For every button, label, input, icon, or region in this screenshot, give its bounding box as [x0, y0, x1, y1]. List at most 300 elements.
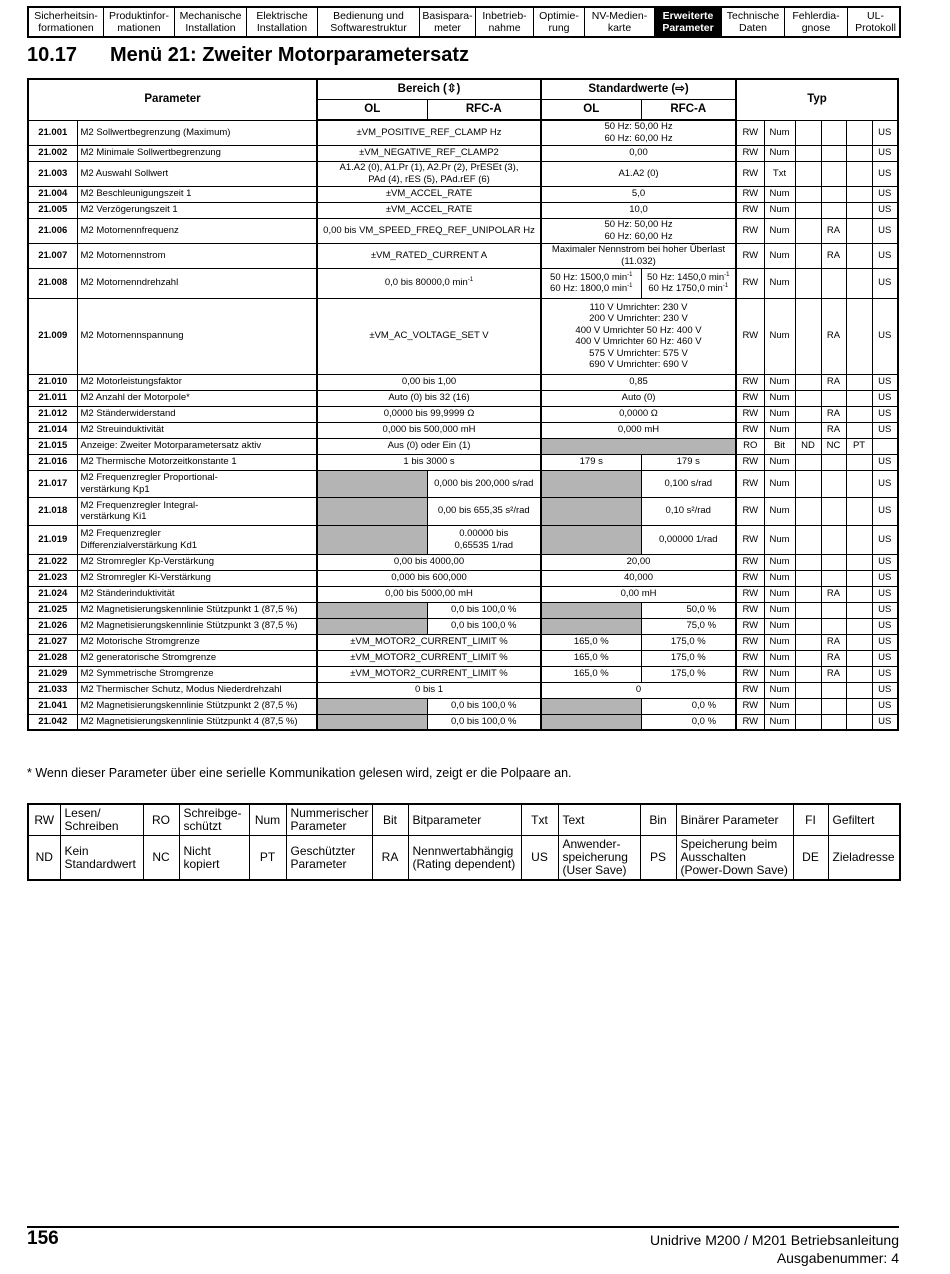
parameter-name: M2 Anzahl der Motorpole* — [77, 390, 317, 406]
type-flag — [846, 618, 872, 634]
range-ol-unavailable — [317, 525, 427, 554]
range-cell: 0,00 bis VM_SPEED_FREQ_REF_UNIPOLAR Hz — [317, 218, 541, 243]
default-cell: 40,000 — [541, 570, 736, 586]
parameter-id: 21.001 — [28, 120, 77, 145]
type-flag — [821, 120, 846, 145]
nav-tab[interactable]: Elektrische Installation — [247, 8, 318, 36]
type-flag — [795, 243, 821, 268]
default-cell: 50 Hz: 50,00 Hz 60 Hz: 60,00 Hz — [541, 218, 736, 243]
type-flag: RW — [736, 497, 764, 525]
default-rfca: 0,0 % — [641, 698, 736, 714]
legend-row — [28, 804, 900, 836]
legend-description: Anwender- speicherung (User Save) — [558, 836, 640, 881]
table-row — [28, 390, 898, 406]
type-flag: Num — [764, 554, 795, 570]
type-flag — [795, 634, 821, 650]
default-ol-text: 60 Hz: 1800,0 min — [550, 283, 628, 294]
type-flag: RA — [821, 243, 846, 268]
header-defaults: Standardwerte (⇨) — [541, 79, 736, 100]
nav-tab[interactable]: Sicherheitsin- formationen — [29, 8, 104, 36]
default-cell: 0,000 mH — [541, 422, 736, 438]
type-flag: US — [872, 186, 898, 202]
header-default-rfca: RFC-A — [641, 100, 736, 121]
type-flag — [795, 390, 821, 406]
type-flag: US — [872, 422, 898, 438]
type-flag — [846, 161, 872, 186]
header-range-ol: OL — [317, 100, 427, 121]
type-flag — [795, 218, 821, 243]
table-row — [28, 618, 898, 634]
type-flag — [821, 268, 846, 298]
range-rfca: 0,00 bis 655,35 s²/rad — [427, 497, 541, 525]
parameter-id: 21.009 — [28, 298, 77, 374]
range-cell-text: 0,0 bis 80000,0 min — [384, 277, 468, 289]
legend-code: ND — [28, 836, 60, 881]
legend-code: RA — [372, 836, 408, 881]
type-flag — [821, 570, 846, 586]
type-flag — [795, 682, 821, 698]
parameter-name: M2 Motornennspannung — [77, 298, 317, 374]
legend-description: Nummerischer Parameter — [286, 804, 372, 836]
default-ol: 165,0 % — [541, 650, 641, 666]
range-cell: 0,00 bis 1,00 — [317, 374, 541, 390]
type-flag: US — [872, 650, 898, 666]
type-flag — [846, 390, 872, 406]
type-flag — [795, 202, 821, 218]
type-flag — [846, 243, 872, 268]
parameter-id: 21.019 — [28, 525, 77, 554]
type-flag — [821, 554, 846, 570]
type-flag — [846, 570, 872, 586]
parameter-name: M2 Magnetisierungskennlinie Stützpunkt 1 (87,5 %) — [77, 602, 317, 618]
type-flag — [846, 682, 872, 698]
range-cell: Auto (0) bis 32 (16) — [317, 390, 541, 406]
type-flag: Num — [764, 650, 795, 666]
type-flag: RA — [821, 298, 846, 374]
parameter-name: M2 Ständerwiderstand — [77, 406, 317, 422]
table-row — [28, 682, 898, 698]
parameter-id: 21.022 — [28, 554, 77, 570]
nav-tab[interactable]: UL- Protokoll — [855, 10, 896, 34]
type-flag: Num — [764, 422, 795, 438]
type-flag: Num — [764, 666, 795, 682]
type-flag — [846, 406, 872, 422]
type-flag: RW — [736, 666, 764, 682]
default-ol: 179 s — [541, 454, 641, 470]
default-cell: 0 — [541, 682, 736, 698]
parameter-name: M2 Stromregler Kp-Verstärkung — [77, 554, 317, 570]
legend-code: US — [521, 836, 558, 881]
default-ol-unavailable — [541, 470, 641, 497]
nav-tab[interactable]: Produktinfor- mationen — [104, 8, 175, 36]
table-row — [28, 666, 898, 682]
range-cell: ±VM_RATED_CURRENT A — [317, 243, 541, 268]
section-number: 10.17 — [27, 44, 78, 66]
type-flag: US — [872, 682, 898, 698]
table-row — [28, 120, 898, 145]
type-flag: US — [872, 454, 898, 470]
range-cell: 0,0000 bis 99,9999 Ω — [317, 406, 541, 422]
default-ol-unavailable — [541, 525, 641, 554]
type-flag — [821, 618, 846, 634]
parameter-name: M2 Thermische Motorzeitkonstante 1 — [77, 454, 317, 470]
type-flag: ND — [795, 438, 821, 454]
default-ol-unavailable — [541, 714, 641, 730]
nav-tab[interactable]: Technische Daten — [722, 8, 785, 36]
range-cell: ±VM_MOTOR2_CURRENT_LIMIT % — [317, 666, 541, 682]
parameter-name: M2 Sollwertbegrenzung (Maximum) — [77, 120, 317, 145]
parameter-id: 21.041 — [28, 698, 77, 714]
range-rfca: 0,000 bis 200,000 s/rad — [427, 470, 541, 497]
parameter-name: M2 Motornennstrom — [77, 243, 317, 268]
default-rfca-text: 60 Hz 1750,0 min — [648, 283, 723, 294]
parameter-table — [27, 78, 899, 731]
nav-tab[interactable]: Erweiterte Parameter — [655, 8, 722, 36]
legend-code: Txt — [521, 804, 558, 836]
range-rfca: 0,0 bis 100,0 % — [427, 602, 541, 618]
footer-rule — [27, 1226, 899, 1228]
table-row — [28, 570, 898, 586]
table-row — [28, 145, 898, 161]
type-flag — [846, 120, 872, 145]
parameter-name: M2 Motornenndrehzahl — [77, 268, 317, 298]
type-flag: Num — [764, 602, 795, 618]
range-cell: ±VM_ACCEL_RATE — [317, 202, 541, 218]
default-rfca: 50,0 % — [641, 602, 736, 618]
table-row — [28, 218, 898, 243]
legend-code: Bit — [372, 804, 408, 836]
default-rfca-exponent: -1 — [722, 283, 729, 289]
parameter-id: 21.018 — [28, 497, 77, 525]
type-flag — [795, 406, 821, 422]
type-flag: Num — [764, 218, 795, 243]
type-flag — [846, 602, 872, 618]
parameter-id: 21.016 — [28, 454, 77, 470]
type-flag: Num — [764, 470, 795, 497]
legend-code: PS — [640, 836, 676, 881]
type-flag: RA — [821, 406, 846, 422]
parameter-id: 21.011 — [28, 390, 77, 406]
type-flag: RW — [736, 554, 764, 570]
parameter-id: 21.003 — [28, 161, 77, 186]
type-flag: US — [872, 570, 898, 586]
range-ol-unavailable — [317, 470, 427, 497]
range-cell: ±VM_POSITIVE_REF_CLAMP Hz — [317, 120, 541, 145]
type-flag: US — [872, 634, 898, 650]
type-flag: RW — [736, 243, 764, 268]
range-cell: 0,00 bis 5000,00 mH — [317, 586, 541, 602]
parameter-id: 21.026 — [28, 618, 77, 634]
type-flag: RA — [821, 666, 846, 682]
type-flag — [821, 602, 846, 618]
parameter-name: M2 Symmetrische Stromgrenze — [77, 666, 317, 682]
type-flag: PT — [846, 438, 872, 454]
default-rfca: 0,10 s²/rad — [641, 497, 736, 525]
legend-description: Geschützter Parameter — [286, 836, 372, 881]
type-flag: RW — [736, 602, 764, 618]
table-row — [28, 634, 898, 650]
type-flag: RW — [736, 650, 764, 666]
range-cell: 0,000 bis 600,000 — [317, 570, 541, 586]
type-flag — [846, 374, 872, 390]
default-cell: 0,85 — [541, 374, 736, 390]
table-row — [28, 422, 898, 438]
range-cell: 0,00 bis 4000,00 — [317, 554, 541, 570]
table-row — [28, 374, 898, 390]
type-flag — [846, 634, 872, 650]
range-cell: ±VM_ACCEL_RATE — [317, 186, 541, 202]
type-flag — [821, 470, 846, 497]
legend-description: Gefiltert — [828, 804, 900, 836]
default-ol-exponent: -1 — [627, 283, 633, 289]
table-row — [28, 525, 898, 554]
default-rfca-text: 50 Hz: 1450,0 min — [647, 271, 725, 283]
range-cell: ±VM_NEGATIVE_REF_CLAMP2 — [317, 145, 541, 161]
type-legend-table — [27, 803, 901, 881]
type-flag — [846, 698, 872, 714]
type-flag — [795, 374, 821, 390]
table-row — [28, 554, 898, 570]
type-flag — [846, 202, 872, 218]
legend-description: Kein Standardwert — [60, 836, 143, 881]
default-rfca: 179 s — [641, 454, 736, 470]
type-flag — [821, 145, 846, 161]
default-rfca-exponent: -1 — [724, 271, 730, 278]
parameter-name: M2 Magnetisierungskennlinie Stützpunkt 3 (87,5 %) — [77, 618, 317, 634]
type-flag: RW — [736, 714, 764, 730]
parameter-id: 21.024 — [28, 586, 77, 602]
type-flag: US — [872, 390, 898, 406]
nav-tab[interactable]: Basispara- meter — [420, 8, 476, 36]
legend-code: RO — [143, 804, 179, 836]
parameter-id: 21.010 — [28, 374, 77, 390]
legend-description: Schreibge- schützt — [179, 804, 249, 836]
table-row — [28, 438, 898, 454]
type-flag — [795, 586, 821, 602]
legend-code: DE — [793, 836, 828, 881]
parameter-name: M2 Magnetisierungskennlinie Stützpunkt 2 (87,5 %) — [77, 698, 317, 714]
default-rfca: 75,0 % — [641, 618, 736, 634]
parameter-id: 21.004 — [28, 186, 77, 202]
type-flag: Num — [764, 374, 795, 390]
type-flag: RA — [821, 374, 846, 390]
type-flag: US — [872, 714, 898, 730]
type-flag: Num — [764, 497, 795, 525]
table-row — [28, 454, 898, 470]
type-flag — [795, 422, 821, 438]
type-flag: RW — [736, 186, 764, 202]
page-number: 156 — [27, 1228, 59, 1249]
legend-description: Speicherung beim Ausschalten (Power-Down Save) — [676, 836, 793, 881]
type-flag — [795, 454, 821, 470]
type-flag: US — [872, 497, 898, 525]
default-cell: 0,00 mH — [541, 586, 736, 602]
type-flag: US — [872, 470, 898, 497]
table-row — [28, 186, 898, 202]
parameter-name: M2 Magnetisierungskennlinie Stützpunkt 4 (87,5 %) — [77, 714, 317, 730]
default-cell: 50 Hz: 50,00 Hz 60 Hz: 60,00 Hz — [541, 120, 736, 145]
parameter-id: 21.017 — [28, 470, 77, 497]
type-flag: US — [872, 698, 898, 714]
type-flag: RW — [736, 698, 764, 714]
type-flag: RW — [736, 586, 764, 602]
default-cell: 0,00 — [541, 145, 736, 161]
type-flag — [846, 525, 872, 554]
type-flag — [795, 161, 821, 186]
type-flag — [795, 554, 821, 570]
nav-tab[interactable]: Optimie- rung — [534, 8, 585, 36]
table-row — [28, 161, 898, 186]
type-flag — [821, 497, 846, 525]
parameter-id: 21.008 — [28, 268, 77, 298]
header-parameter: Parameter — [28, 79, 317, 120]
type-flag: RW — [736, 374, 764, 390]
type-flag: RA — [821, 634, 846, 650]
type-flag: US — [872, 145, 898, 161]
default-rfca: 0,00000 1/rad — [641, 525, 736, 554]
type-flag: RW — [736, 145, 764, 161]
type-flag: Num — [764, 454, 795, 470]
header-range: Bereich (⇳) — [317, 79, 541, 100]
parameter-id: 21.033 — [28, 682, 77, 698]
type-flag: Bit — [764, 438, 795, 454]
parameter-name: Anzeige: Zweiter Motorparametersatz aktiv — [77, 438, 317, 454]
type-flag: RW — [736, 218, 764, 243]
legend-code: FI — [793, 804, 828, 836]
type-flag: RW — [736, 422, 764, 438]
nav-tab[interactable]: Mechanische Installation — [175, 8, 247, 36]
type-flag: RW — [736, 161, 764, 186]
range-cell: ±VM_AC_VOLTAGE_SET V — [317, 298, 541, 374]
parameter-id: 21.028 — [28, 650, 77, 666]
range-cell: ±VM_MOTOR2_CURRENT_LIMIT % — [317, 650, 541, 666]
range-cell-exponent: -1 — [467, 277, 474, 284]
type-flag: RW — [736, 525, 764, 554]
type-flag — [846, 268, 872, 298]
type-flag — [795, 570, 821, 586]
type-flag — [795, 698, 821, 714]
table-row — [28, 602, 898, 618]
type-flag: RW — [736, 454, 764, 470]
header-range-rfca: RFC-A — [427, 100, 541, 121]
parameter-name: M2 Auswahl Sollwert — [77, 161, 317, 186]
default-cell: Auto (0) — [541, 390, 736, 406]
range-cell: A1.A2 (0), A1.Pr (1), A2.Pr (2), PrESEt (3), PAd (4), rES (5), PAd.rEF (6) — [317, 161, 541, 186]
default-cell: 10,0 — [541, 202, 736, 218]
default-rfca: 175,0 % — [641, 650, 736, 666]
default-cell: 5,0 — [541, 186, 736, 202]
nav-tab[interactable]: Inbetrieb- nahme — [476, 8, 534, 36]
parameter-name: M2 generatorische Stromgrenze — [77, 650, 317, 666]
default-unavailable — [541, 438, 736, 454]
range-ol-unavailable — [317, 618, 427, 634]
range-ol-unavailable — [317, 497, 427, 525]
nav-tab[interactable]: NV-Medien- karte — [585, 8, 655, 36]
type-flag: Num — [764, 714, 795, 730]
nav-tab[interactable]: Bedienung und Softwarestruktur — [318, 8, 420, 36]
parameter-id: 21.005 — [28, 202, 77, 218]
type-flag — [821, 698, 846, 714]
type-flag — [795, 120, 821, 145]
type-flag — [846, 497, 872, 525]
header-type: Typ — [736, 79, 898, 120]
legend-description: Nennwertabhängig (Rating dependent) — [408, 836, 521, 881]
default-cell: 0,0000 Ω — [541, 406, 736, 422]
type-flag — [846, 586, 872, 602]
type-flag — [846, 298, 872, 374]
parameter-name: M2 Motornennfrequenz — [77, 218, 317, 243]
type-flag — [846, 470, 872, 497]
default-rfca: 0,0 % — [641, 714, 736, 730]
legend-description: Nicht kopiert — [179, 836, 249, 881]
table-row — [28, 497, 898, 525]
table-row — [28, 714, 898, 730]
type-flag — [821, 186, 846, 202]
range-cell: 0,000 bis 500,000 mH — [317, 422, 541, 438]
type-flag: RW — [736, 268, 764, 298]
type-flag — [795, 470, 821, 497]
type-flag: US — [872, 525, 898, 554]
parameter-id: 21.027 — [28, 634, 77, 650]
legend-description: Zieladresse — [828, 836, 900, 881]
legend-description: Bitparameter — [408, 804, 521, 836]
default-rfca: 175,0 % — [641, 666, 736, 682]
parameter-id: 21.029 — [28, 666, 77, 682]
type-flag — [795, 145, 821, 161]
type-flag: US — [872, 243, 898, 268]
legend-code: Num — [249, 804, 286, 836]
type-flag — [821, 390, 846, 406]
nav-tab[interactable]: Fehlerdia- gnose — [785, 8, 848, 36]
type-flag — [795, 525, 821, 554]
default-ol: 165,0 % — [541, 666, 641, 682]
type-flag — [846, 454, 872, 470]
range-cell: Aus (0) oder Ein (1) — [317, 438, 541, 454]
default-cell: Maximaler Nennstrom bei hoher Überlast (11.032) — [541, 243, 736, 268]
default-cell: A1.A2 (0) — [541, 161, 736, 186]
parameter-id: 21.007 — [28, 243, 77, 268]
default-ol-unavailable — [541, 497, 641, 525]
type-flag: Num — [764, 525, 795, 554]
type-flag: Txt — [764, 161, 795, 186]
header-default-ol: OL — [541, 100, 641, 121]
type-flag: US — [872, 554, 898, 570]
type-flag: RA — [821, 586, 846, 602]
parameter-name: M2 Streuinduktivität — [77, 422, 317, 438]
type-flag — [846, 218, 872, 243]
default-rfca: 175,0 % — [641, 634, 736, 650]
type-flag: Num — [764, 570, 795, 586]
default-ol-exponent: -1 — [627, 271, 633, 278]
legend-code: RW — [28, 804, 60, 836]
default-cell: 110 V Umrichter: 230 V 200 V Umrichter: 230 V 400 V Umrichter 50 Hz: 400 V 400 V Umrichter 60 Hz: 460 V 575 V Umrichter: 575 V 690 V Umrichter: 690 V — [541, 298, 736, 374]
type-flag: Num — [764, 186, 795, 202]
type-flag — [846, 186, 872, 202]
type-flag — [795, 298, 821, 374]
parameter-name: M2 Frequenzregler Proportional- verstärkung Kp1 — [77, 470, 317, 497]
default-ol: 165,0 % — [541, 634, 641, 650]
type-flag: Num — [764, 243, 795, 268]
type-flag — [795, 650, 821, 666]
default-rfca — [641, 268, 736, 298]
type-flag — [846, 714, 872, 730]
parameter-id: 21.002 — [28, 145, 77, 161]
parameter-id: 21.042 — [28, 714, 77, 730]
parameter-id: 21.012 — [28, 406, 77, 422]
document-title: Unidrive M200 / M201 Betriebsanleitung — [649, 1232, 899, 1248]
range-rfca: 0,0 bis 100,0 % — [427, 714, 541, 730]
type-flag: Num — [764, 268, 795, 298]
